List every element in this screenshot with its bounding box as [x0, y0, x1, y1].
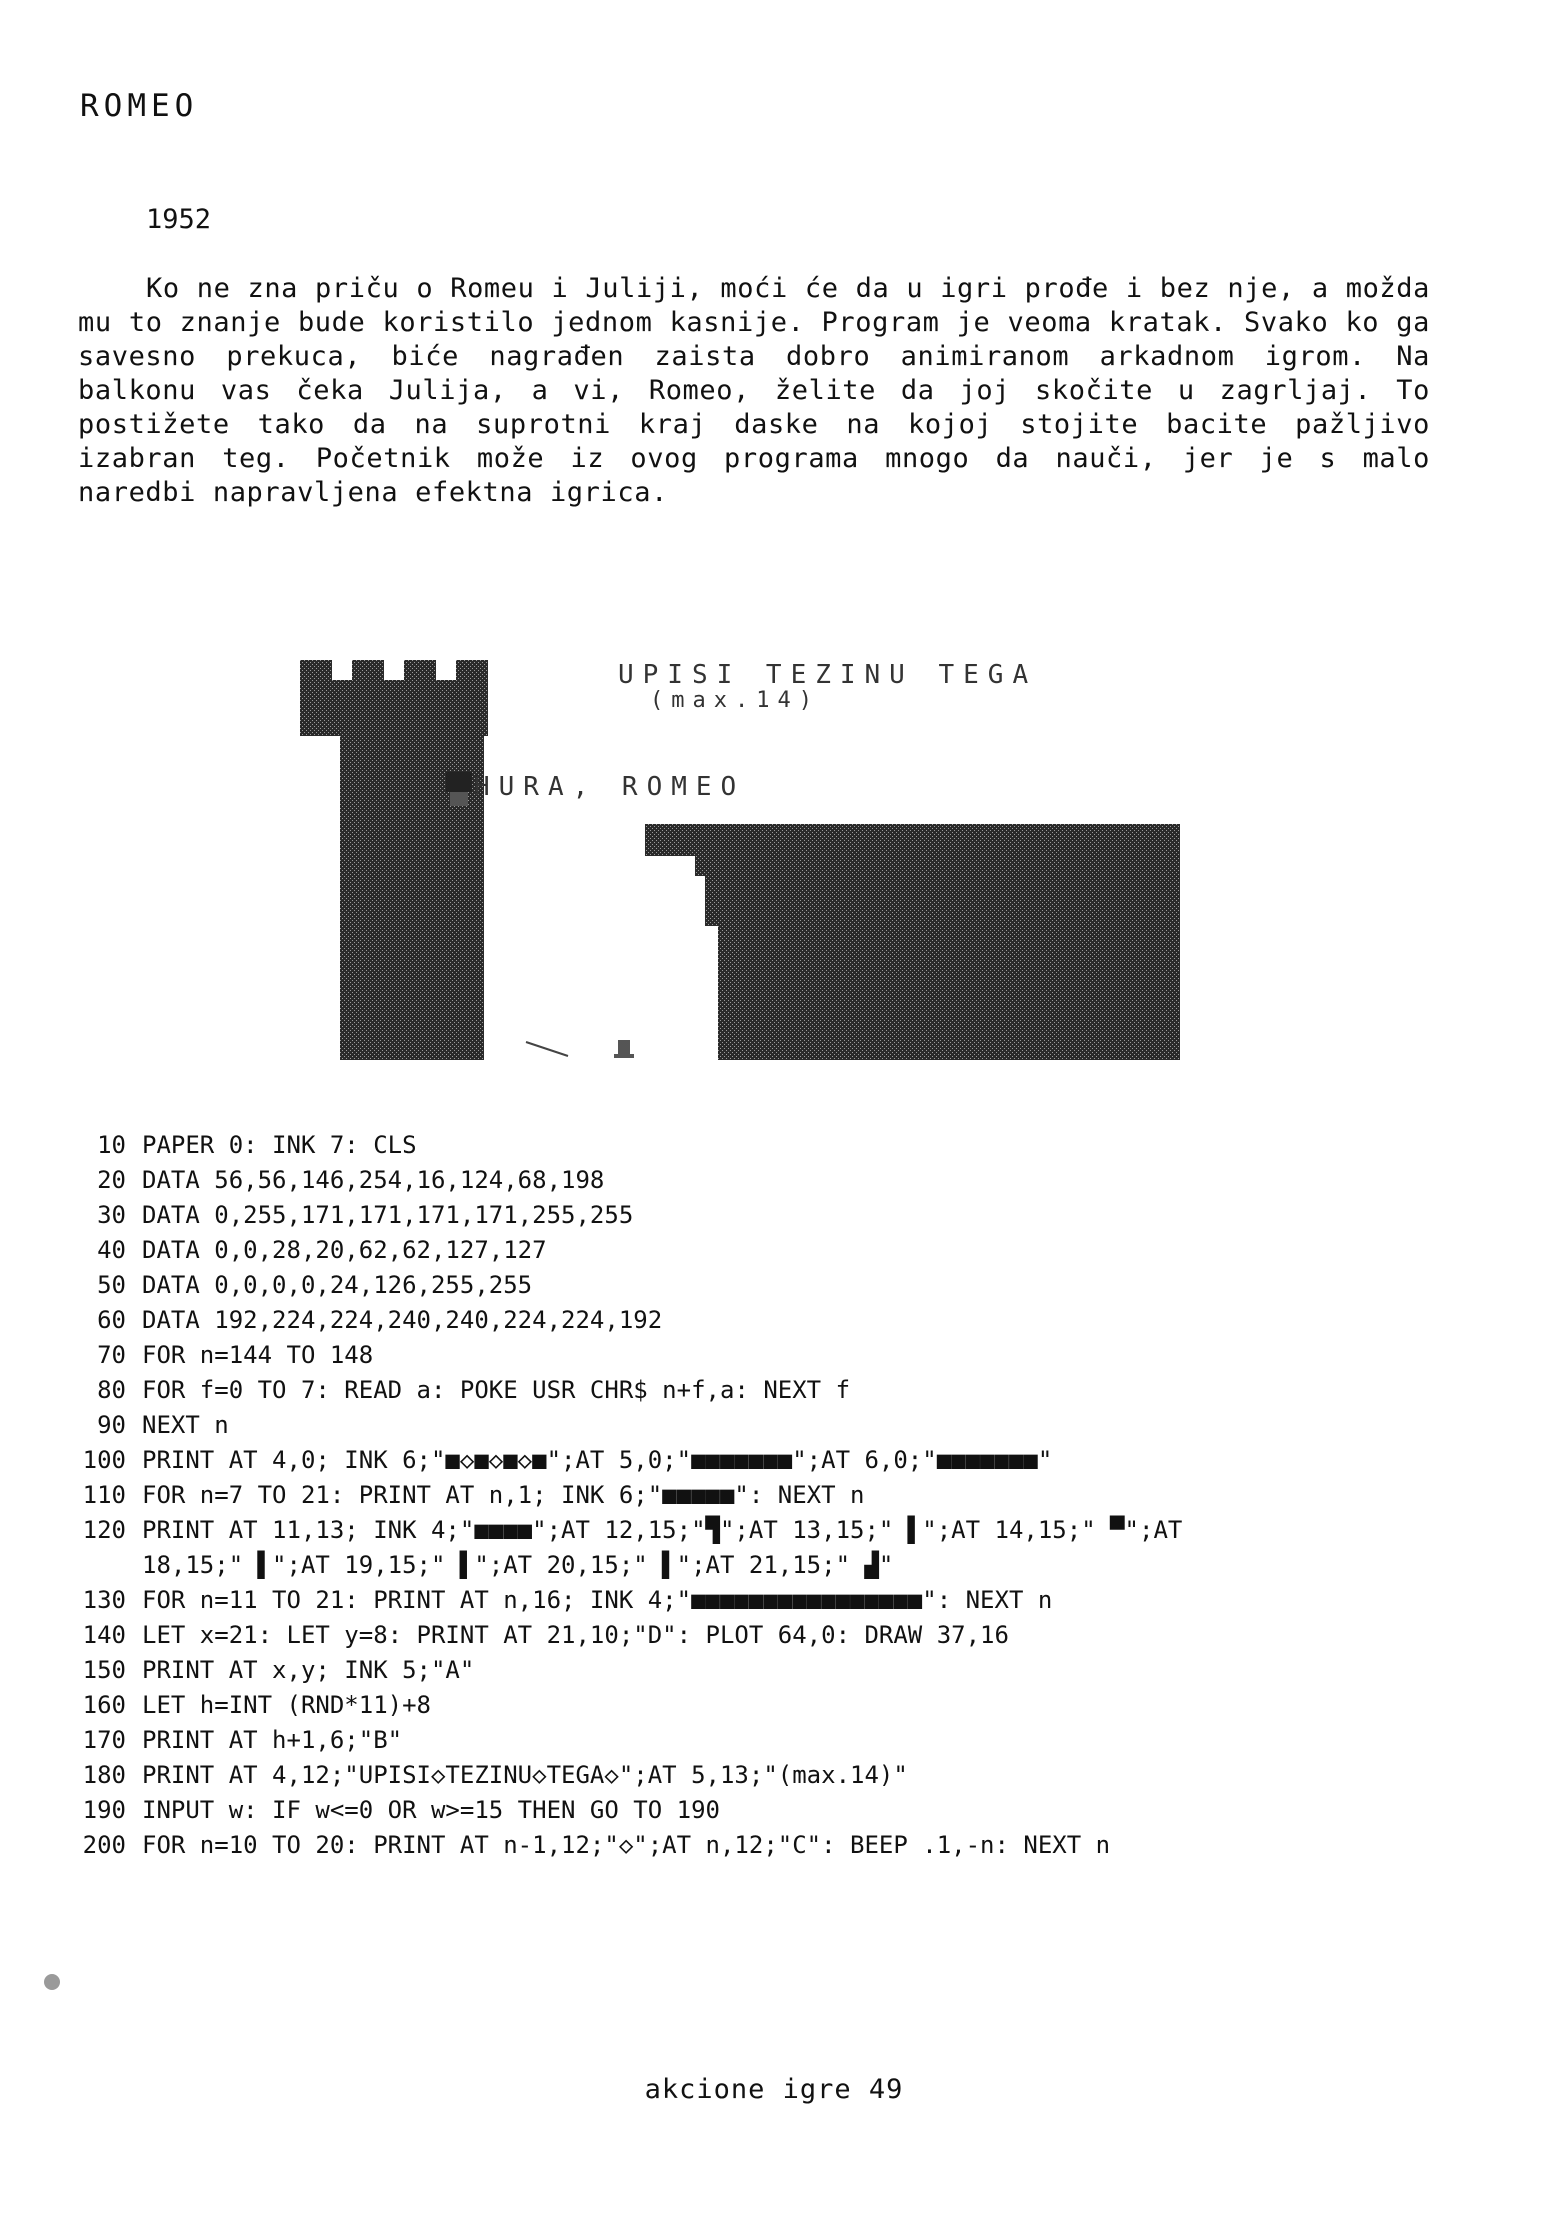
line-source: DATA 0,0,28,20,62,62,127,127: [142, 1236, 547, 1264]
code-line: [62, 1408, 1262, 1443]
line-number: 40: [97, 1236, 126, 1264]
code-line: [62, 1828, 1262, 1863]
line-number: 120: [82, 1516, 126, 1544]
line-number: 10: [97, 1131, 126, 1159]
line-source: DATA 0,0,0,0,24,126,255,255: [142, 1271, 533, 1299]
line-source: LET x=21: LET y=8: PRINT AT 21,10;"D": PLOT 64,0: DRAW 37,16: [142, 1621, 1009, 1649]
code-line: [62, 1128, 1262, 1163]
cheer-text: HURA, ROMEO: [474, 772, 746, 802]
line-source: INPUT w: IF w<=0 OR w>=15 THEN GO TO 190: [142, 1796, 720, 1824]
prompt-text: UPISI TEZINU TEGA: [618, 660, 1038, 690]
line-source: FOR n=7 TO 21: PRINT AT n,1; INK 6;"■■■■■": NEXT n: [142, 1481, 865, 1509]
line-source: DATA 192,224,224,240,240,224,224,192: [142, 1306, 663, 1334]
line-number: 150: [82, 1656, 126, 1684]
page-title: ROMEO: [80, 88, 199, 124]
game-screenshot: [300, 660, 1200, 1060]
line-source: PRINT AT x,y; INK 5;"A": [142, 1656, 475, 1684]
line-source: LET h=INT (RND*11)+8: [142, 1691, 431, 1719]
weight-figure: [614, 1040, 634, 1058]
line-number: 140: [82, 1621, 126, 1649]
line-source: DATA 0,255,171,171,171,171,255,255: [142, 1201, 634, 1229]
code-line: [62, 1303, 1262, 1338]
line-number: 60: [97, 1306, 126, 1334]
line-number: 50: [97, 1271, 126, 1299]
scan-mark: [44, 1974, 60, 1990]
code-line: [62, 1478, 1262, 1513]
line-number: 200: [82, 1831, 126, 1859]
game-scene: [300, 660, 1200, 1060]
line-source: FOR f=0 TO 7: READ a: POKE USR CHR$ n+f,a: NEXT f: [142, 1376, 851, 1404]
code-line: [62, 1268, 1262, 1303]
line-number: 80: [97, 1376, 126, 1404]
code-line: [62, 1443, 1262, 1478]
line-number: 160: [82, 1691, 126, 1719]
line-number: 130: [82, 1586, 126, 1614]
code-line: [62, 1758, 1262, 1793]
line-source: PAPER 0: INK 7: CLS: [142, 1131, 417, 1159]
code-line: [62, 1338, 1262, 1373]
code-line: [62, 1723, 1262, 1758]
code-line: [62, 1373, 1262, 1408]
code-line: [62, 1163, 1262, 1198]
line-source: PRINT AT 4,0; INK 6;"■◇■◇■◇■";AT 5,0;"■■■■■■■";AT 6,0;"■■■■■■■": [142, 1446, 1053, 1474]
code-line: [62, 1513, 1262, 1583]
line-number: 30: [97, 1201, 126, 1229]
line-number: 100: [82, 1446, 126, 1474]
code-line: [62, 1793, 1262, 1828]
intro-text: [78, 272, 1430, 510]
line-source: PRINT AT 11,13; INK 4;"■■■■";AT 12,15;"▜";AT 13,15;" ▌";AT 14,15;" ▀";AT 18,15;" ▌";AT 19,15;" ▌";AT 20,15;" ▌";AT 21,15;" ▟": [142, 1516, 1197, 1579]
code-line: [62, 1618, 1262, 1653]
line-number: 190: [82, 1796, 126, 1824]
line-source: FOR n=10 TO 20: PRINT AT n-1,12;"◇";AT n,12;"C": BEEP .1,-n: NEXT n: [142, 1831, 1111, 1859]
line-source: PRINT AT h+1,6;"B": [142, 1726, 403, 1754]
page-footer: akcione igre 49: [644, 2074, 904, 2105]
line-source: NEXT n: [142, 1411, 229, 1439]
line-number: 20: [97, 1166, 126, 1194]
code-line: [62, 1688, 1262, 1723]
line-source: DATA 56,56,146,254,16,124,68,198: [142, 1166, 605, 1194]
basic-listing: [62, 1128, 1262, 1863]
range-text: (max.14): [650, 688, 820, 713]
code-line: [62, 1198, 1262, 1233]
intro-paragraph: Ko ne zna priču o Romeu i Juliji, moći će da u igri prođe i bez nje, a možda mu to znanje bude koristilo jednom kasnije. Program je veoma kratak. Svako ko ga savesno prekuca, biće nagrađen zaista dobro animiranom arkadnom igrom. Na balkonu vas čeka Julija, a vi, Romeo, želite da joj skočite u zagrljaj. To postižete tako da na suprotni kraj daske na kojoj stojite bacite pažljivo izabran teg. Početnik može iz ovog programa mnogo da nauči, jer je s malo naredbi napravljena efektna igrica.: [78, 273, 1430, 508]
line-source: PRINT AT 4,12;"UPISI◇TEZINU◇TEGA◇";AT 5,13;"(max.14)": [142, 1761, 908, 1789]
line-source: FOR n=11 TO 21: PRINT AT n,16; INK 4;"■■■■■■■■■■■■■■■■": NEXT n: [142, 1586, 1053, 1614]
line-source: FOR n=144 TO 148: [142, 1341, 374, 1369]
year-label: 1952: [146, 204, 212, 235]
line-number: 90: [97, 1411, 126, 1439]
balcony-building: [645, 824, 1180, 1060]
line-number: 180: [82, 1761, 126, 1789]
code-line: [62, 1653, 1262, 1688]
tower: [300, 660, 488, 1060]
line-number: 70: [97, 1341, 126, 1369]
line-number: 170: [82, 1726, 126, 1754]
seesaw-plank: [526, 1042, 568, 1056]
code-line: [62, 1233, 1262, 1268]
line-number: 110: [82, 1481, 126, 1509]
code-line: [62, 1583, 1262, 1618]
